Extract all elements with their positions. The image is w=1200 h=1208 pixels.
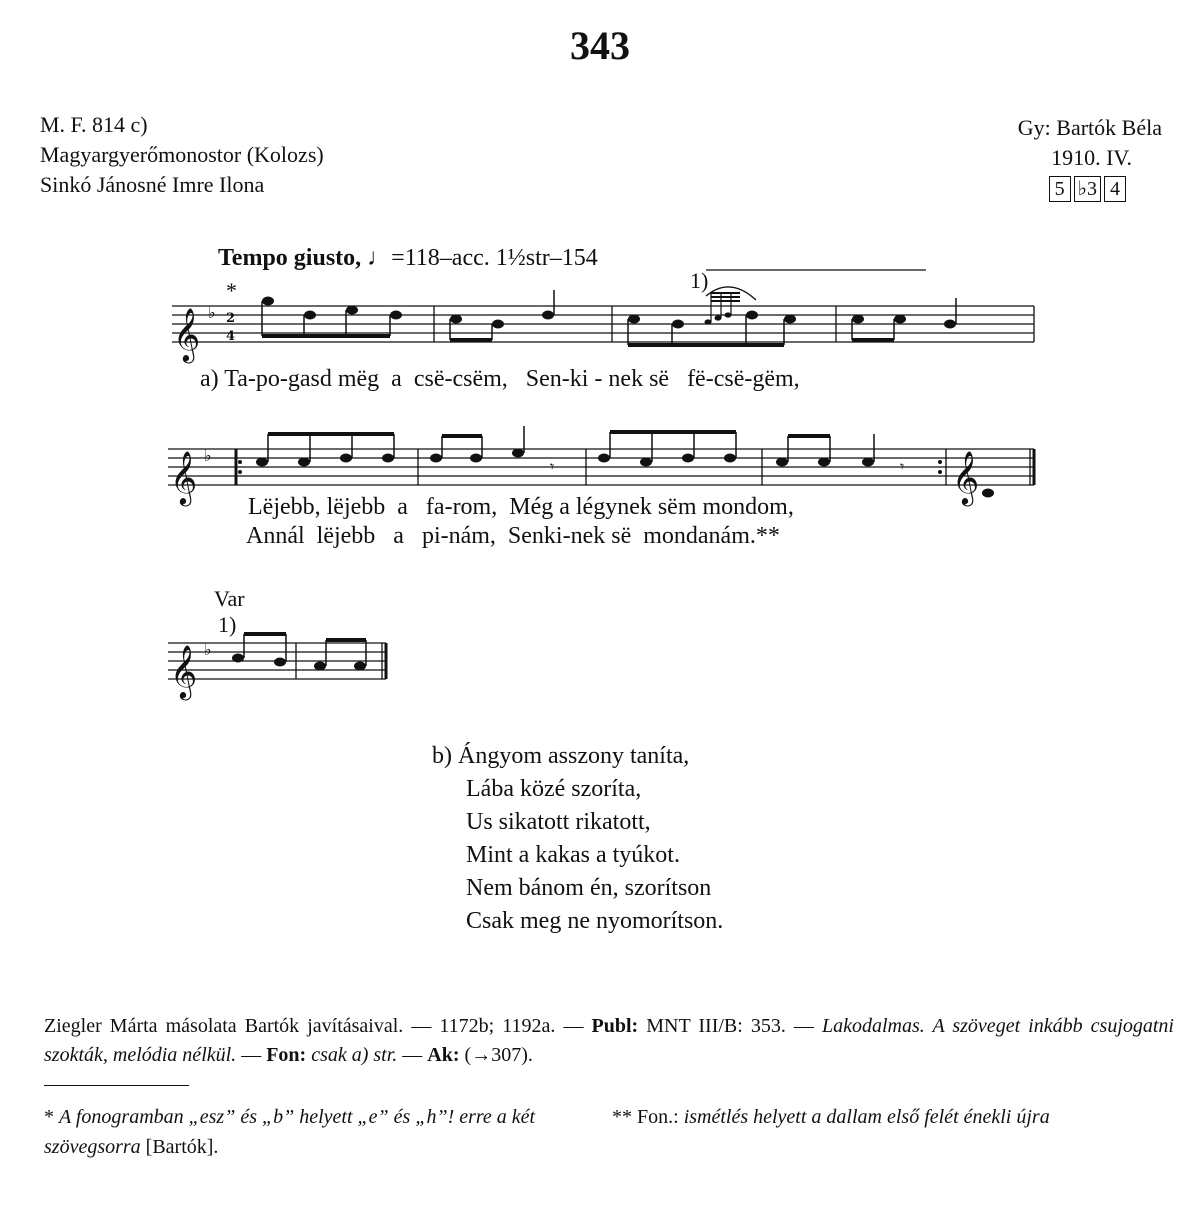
collection-date: 1910. IV.: [1051, 145, 1132, 170]
eighth-rest-icon: 𝄾: [550, 457, 555, 476]
flat-icon: ♭: [204, 640, 212, 659]
verse-line: Csak meg ne nyomorítson.: [466, 908, 724, 934]
lyric-text: Ta-po-gasd mëg a csë-csëm, Sen-ki - nek së fë-csë-gëm,: [224, 366, 800, 392]
treble-clef-icon: 𝄞: [170, 644, 198, 698]
quarter-note-icon: ♩: [367, 245, 392, 271]
page-number: 343: [570, 23, 630, 68]
class-box: 4: [1104, 176, 1126, 202]
lyrics-line-2a: Lëjebb, lëjebb a fa-rom, Még a légynek sëm mondom,: [248, 494, 794, 520]
staff-1: [172, 270, 1034, 342]
beams-staff-2: [268, 432, 830, 436]
class-box: ♭3: [1074, 176, 1101, 202]
asterisk-mark: *: [226, 278, 237, 303]
verse-line: Mint a kakas a tyúkot.: [466, 842, 680, 868]
time-signature: 4: [226, 329, 236, 344]
catalog-number: M. F. 814 c): [40, 112, 148, 137]
time-signature: 2: [226, 311, 236, 326]
verse-line: Nem bánom én, szorítson: [466, 875, 712, 901]
footnote-divider: [44, 1085, 189, 1086]
collector: Gy: Bartók Béla: [1017, 115, 1162, 140]
source-note: Ziegler Márta másolata Bartók javításaival. — 1172b; 1192a. — Publ: MNT III/B: 353. — Lakodalmas. A szöveget inkább csujogatni szokták, melódia nélkül. — Fon: csak a) str. — Ak: (→307).: [44, 1015, 1174, 1066]
var-ref: 1): [218, 612, 237, 637]
treble-clef-icon: 𝄞: [952, 450, 980, 504]
noteheads-staff-3: [232, 654, 366, 671]
var-label: Var: [214, 586, 245, 611]
footnote-2: ** Fon.: ismétlés helyett a dallam első felét énekli újra: [612, 1106, 1050, 1128]
lyrics-line-a: [200, 366, 800, 393]
verse-b: [432, 740, 723, 938]
tempo-label: Tempo giusto,: [218, 245, 362, 271]
class-box: 5: [1049, 176, 1071, 202]
verse-line: Us sikatott rikatott,: [466, 809, 651, 835]
lyrics-line-2b: Annál lëjebb a pi-nám, Senki-nek së mondanám.**: [246, 523, 780, 549]
eighth-rest-icon: 𝄾: [900, 457, 905, 476]
singer: Sinkó Jánosné Imre Ilona: [40, 172, 265, 197]
treble-clef-icon: 𝄞: [170, 450, 198, 504]
verse-line: Lába közé szoríta,: [466, 776, 642, 802]
tempo-values: =118–acc. 1½str–154: [391, 245, 598, 271]
verse-line: b) Ángyom asszony taníta,: [432, 743, 690, 769]
verse-a-label: a): [200, 366, 219, 392]
location: Magyargyerőmonostor (Kolozs): [40, 142, 324, 167]
stems-staff-2: [268, 426, 874, 462]
beams-staff-3: [244, 634, 366, 640]
flat-icon: ♭: [204, 446, 212, 465]
treble-clef-icon: 𝄞: [173, 307, 201, 361]
beams-staff-1: [262, 336, 894, 345]
flat-icon: ♭: [208, 303, 216, 322]
footnote-ref: 1): [690, 268, 709, 293]
footnote-1: * A fonogramban „esz” és „b” helyett „e” és „h”! erre a két szövegsorra [Bartók].: [44, 1106, 536, 1158]
